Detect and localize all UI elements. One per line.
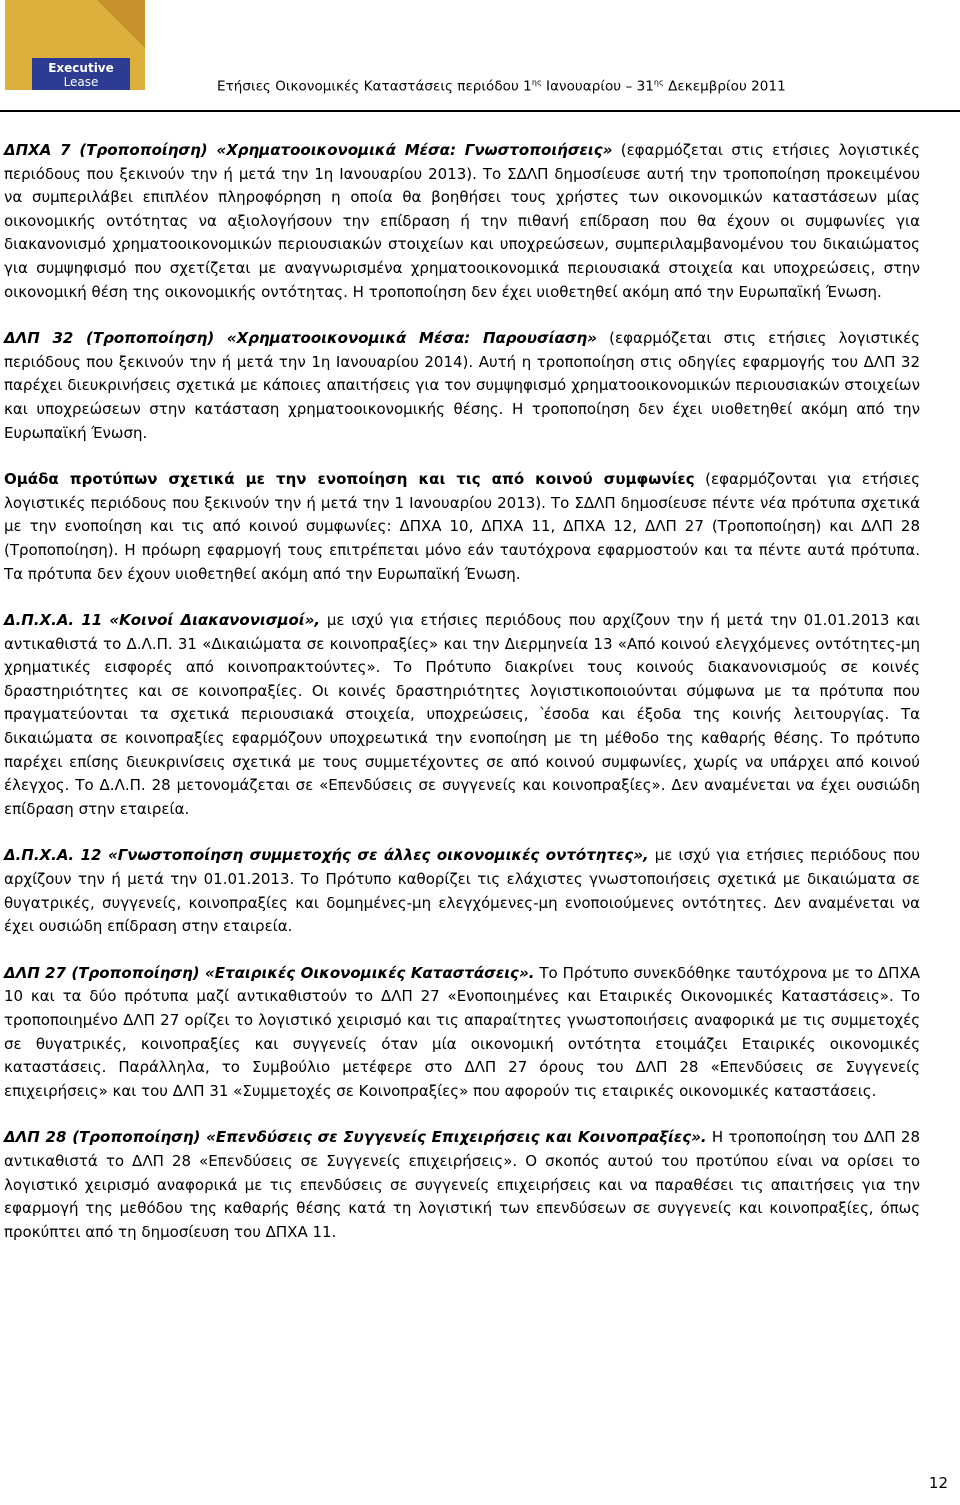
paragraph-text: Η τροποποίηση του ΔΛΠ 28 αντικαθιστά το ΔΛΠ 28 «Επενδύσεις σε Συγγενείς επιχειρήσεις». Ο σκοπός αυτού του προτύπου είναι να ορίσει το λογιστικό χειρισμό αναφορικά με τις επενδύσεις σε συγγενείς επιχειρήσεις και να παραθέσει τις απαιτήσεις για την εφαρμογή της μεθόδου της καθαρής θέσης κατά τη λογιστική των επενδύσεων σε συγγενείς και κοινοπραξίες, όπως προκύπτει από τη δημοσίευση του ΔΠΧΑ 11. [4,1128,920,1241]
paragraph-heading: ΔΛΠ 27 (Τροποποίηση) «Εταιρικές Οικονομικές Καταστάσεις». [4,963,535,982]
header-rule [0,110,960,112]
running-title [217,78,786,95]
page-header [0,0,960,110]
paragraph-heading: Δ.Π.Χ.Α. 12 «Γνωστοποίηση συμμετοχής σε άλλες οικονομικές οντότητες», [4,846,649,865]
running-title-part2: Ιανουαρίου – 31 [541,78,654,95]
paragraph-ias27 [4,962,920,1104]
running-title-sup1: ης [531,78,542,87]
company-logo [5,0,145,90]
paragraph-text: με ισχύ για ετήσιες περιόδους που αρχίζουν την ή μετά την 01.01.2013 και αντικαθιστά το Δ.Λ.Π. 31 «Δικαιώματα σε κοινοπραξίες» και την Διερμηνεία 13 «Από κοινού ελεγχόμενες οντότητες-μη χρηματικές εισφορές από κοινοπρακτούντες». Το Πρότυπο διακρίνει τους κοινούς διακανονισμούς σε κοινές δραστηριότητες και σε κοινοπραξίες. Οι κοινές δραστηριότητες λογιστικοποιούνται σύμφωνα με τα πρότυπα που πραγματεύονται τα σχετικά περιουσιακά στοιχεία, υποχρεώσεις, ՝έσοδα και έξοδα της κοινής λειτουργίας. Τα δικαιώματα σε κοινοπραξίες εφαρμόζουν υποχρεωτικά την ενοποίηση με τη μέθοδο της καθαρής θέσης. Το πρότυπο παρέχει επίσης διευκρινίσεις σχετικά με τους συμμετέχοντες σε από κοινού συμφωνίες, χωρίς να υπάρχει από κοινού έλεγχος. Το Δ.Λ.Π. 28 μετονομάζεται σε «Επενδύσεις σε συγγενείς και κοινοπραξίες». Δεν αναμένεται να έχει ουσιώδη επίδραση στην εταιρεία. [4,611,920,818]
paragraph-text: Το Πρότυπο συνεκδόθηκε ταυτόχρονα με το ΔΠΧΑ 10 και τα δύο πρότυπα μαζί αντικαθιστούν το ΔΛΠ 27 «Ενοποιημένες και Εταιρικές Οικονομικές Καταστάσεις». Το τροποποιημένο ΔΛΠ 27 ορίζει το λογιστικό χειρισμό και τις απαραίτητες γνωστοποιήσεις αναφορικά με τις συμμετοχές σε θυγατρικές, κοινοπραξίες και συγγενείς όταν μία οικονομική οντότητα ετοιμάζει Εταιρικές οικονομικές καταστάσεις. Παράλληλα, το Συμβούλιο μετέφερε στο ΔΛΠ 27 όρους του ΔΛΠ 28 «Επενδύσεις σε Συγγενείς επιχειρήσεις» και του ΔΛΠ 31 «Συμμετοχές σε Κοινοπραξίες» που αφορούν τις εταιρικές οικονομικές καταστάσεις. [4,963,920,1100]
paragraph-ifrs11 [4,609,920,821]
logo-wordmark [32,58,130,90]
page-number: 12 [928,1474,948,1492]
paragraph-ias28 [4,1126,920,1244]
paragraph-ifrs12 [4,844,920,938]
logo-corner-shape [97,0,145,48]
paragraph-heading: ΔΠΧΑ 7 (Τροποποίηση) «Χρηματοοικονομικά Μέσα: Γνωστοποιήσεις» [4,141,613,159]
running-title-part3: Δεκεμβρίου 2011 [663,78,786,95]
document-body [4,139,920,1264]
paragraph-text: (εφαρμόζονται για ετήσιες λογιστικές περιόδους που ξεκινούν την ή μετά την 1 Ιανουαρίου 2013). Το ΣΔΛΠ δημοσίευσε πέντε νέα πρότυπα σχετικά με την ενοποίηση και τις από κοινού συμφωνίες: ΔΠΧΑ 10, ΔΠΧΑ 11, ΔΠΧΑ 12, ΔΛΠ 27 (Τροποποίηση) και ΔΛΠ 28 (Τροποποίηση). Η πρόωρη εφαρμογή τους επιτρέπεται μόνο εάν ταυτόχρονα εφαρμοστούν και τα πέντε αυτά πρότυπα. Τα πρότυπα δεν έχουν υιοθετηθεί ακόμη από την Ευρωπαϊκή Ένωση. [4,470,920,583]
paragraph-consolidation-group [4,468,920,586]
paragraph-heading: Ομάδα προτύπων σχετικά με την ενοποίηση και τις από κοινού συμφωνίες [4,470,695,489]
paragraph-text: με ισχύ για ετήσιες περιόδους που αρχίζουν την ή μετά την 01.01.2013. Το Πρότυπο καθορίζει τις ελάχιστες γνωστοποιήσεις σχετικά με δικαιώματα σε θυγατρικές, συγγενείς, κοινοπραξίες και δομημένες-μη ελεγχόμενες-μη ενοποιούμενες οντότητες. Δεν αναμένεται να έχει ουσιώδη επίδραση στην εταιρεία. [4,846,921,936]
paragraph-ifrs7 [4,139,920,304]
paragraph-heading: ΔΛΠ 28 (Τροποποίηση) «Επενδύσεις σε Συγγενείς Επιχειρήσεις και Κοινοπραξίες». [4,1128,707,1147]
paragraph-heading: Δ.Π.Χ.Α. 11 «Κοινοί Διακανονισμοί», [4,611,321,630]
logo-line2: Lease [63,75,99,89]
paragraph-heading: ΔΛΠ 32 (Τροποποίηση) «Χρηματοοικονομικά Μέσα: Παρουσίαση» [4,329,597,348]
logo-line1: Executive [48,61,114,75]
paragraph-text: (εφαρμόζεται στις ετήσιες λογιστικές περιόδους που ξεκινούν την ή μετά την 1η Ιανουαρίου 2013). Το ΣΔΛΠ δημοσίευσε αυτή την τροποποίηση προκειμένου να συμπεριλάβει επιπλέον πληροφόρηση η οποία θα βοηθήσει τους χρήστες των οικονομικών καταστάσεων μίας οικονομικής οντότητας να αξιολογήσουν την επίδραση ή την πιθανή επίδραση που θα έχουν οι συμφωνίες για διακανονισμό χρηματοοικονομικών περιουσιακών στοιχείων και υποχρεώσεων, συμπεριλαμβανομένου του δικαιώματος για συμψηφισμό που σχετίζεται με αναγνωρισμένα χρηματοοικονομικά περιουσιακά στοιχεία και υποχρεώσεις, στην οικονομική θέση της οικονομικής οντότητας. Η τροποποίηση δεν έχει υιοθετηθεί ακόμη από την Ευρωπαϊκή Ένωση. [4,141,920,301]
running-title-part1: Ετήσιες Οικονομικές Καταστάσεις περιόδου 1 [217,78,532,95]
running-title-sup2: ης [653,78,664,87]
paragraph-text: (εφαρμόζεται στις ετήσιες λογιστικές περιόδους που ξεκινούν την ή μετά την 1η Ιανουαρίου 2014). Αυτή η τροποποίηση στις οδηγίες εφαρμογής του ΔΛΠ 32 παρέχει διευκρινήσεις σχετικά με κάποιες απαιτήσεις για τον συμψηφισμό χρηματοοικονομικών περιουσιακών στοιχείων και υποχρεώσεων στην κατάσταση χρηματοοικονομικής θέσης. Η τροποποίηση δεν έχει υιοθετηθεί ακόμη από την Ευρωπαϊκή Ένωση. [4,329,920,442]
paragraph-ias32 [4,327,920,445]
